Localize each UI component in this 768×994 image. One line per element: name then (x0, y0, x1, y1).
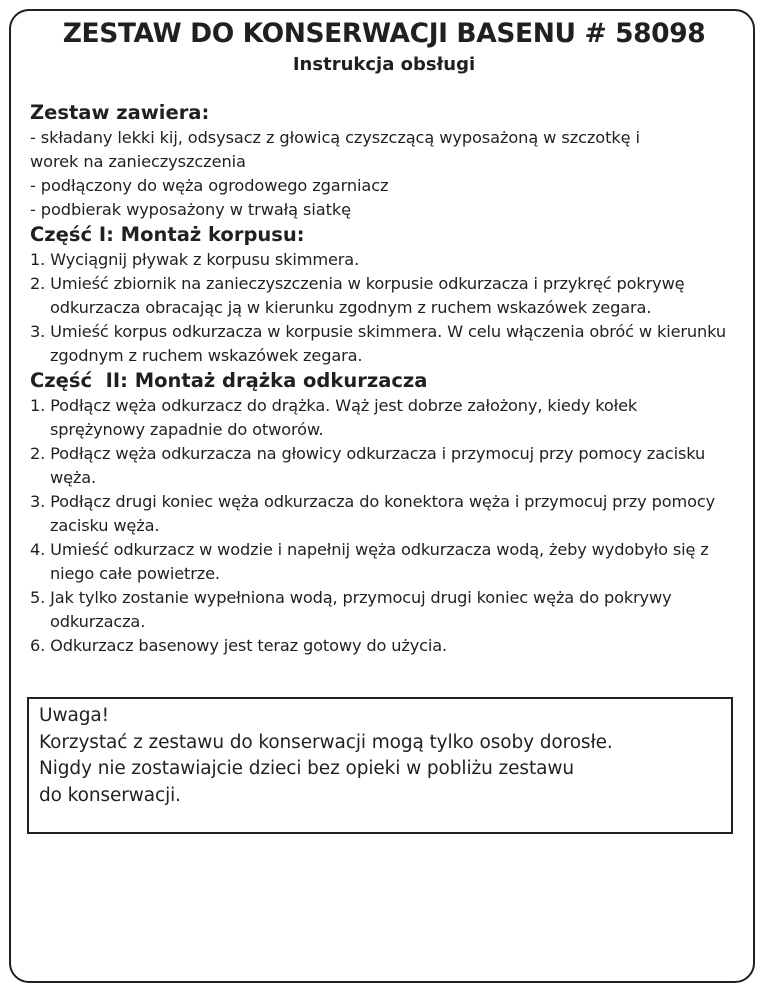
part1-step: 2. Umieść zbiornik na zanieczyszczenia w korpusie odkurzacza i przykręć pokrywę odkurzacza obracając ją w kierunku zgodnym z ruchem wskazówek zegara. (30, 274, 685, 317)
part1-step: 3. Umieść korpus odkurzacza w korpusie skimmera. W celu włączenia obróć w kierunku zgodnym z ruchem wskazówek zegara. (30, 322, 726, 365)
contents-line: worek na zanieczyszczenia (30, 152, 246, 171)
part2-step: 2. Podłącz węża odkurzacza na głowicy odkurzacza i przymocuj przy pomocy zacisku węża. (30, 444, 706, 487)
part1-step: 1. Wyciągnij pływak z korpusu skimmera. (30, 250, 360, 269)
part2-step: 5. Jak tylko zostanie wypełniona wodą, przymocuj drugi koniec węża do pokrywy odkurzacza. (30, 588, 672, 631)
warning-box (27, 697, 733, 834)
contents-line: - składany lekki kij, odsysacz z głowicą czyszczącą wyposażoną w szczotkę i (30, 128, 640, 147)
contents-line: - podbierak wyposażony w trwałą siatkę (30, 200, 351, 219)
part2-heading: Część II: Montaż drążka odkurzacza (30, 369, 428, 392)
instructions-content (30, 100, 730, 658)
part2-step: 3. Podłącz drugi koniec węża odkurzacza do konektora węża i przymocuj przy pomocy zacisku węża. (30, 492, 716, 535)
part2-step: 4. Umieść odkurzacz w wodzie i napełnij węża odkurzacza wodą, żeby wydobyło się z niego całe powietrze. (30, 540, 709, 583)
part1-steps (30, 248, 730, 368)
contents-heading: Zestaw zawiera: (30, 101, 210, 124)
contents-list (30, 126, 730, 222)
document-title: ZESTAW DO KONSERWACJI BASENU # 58098 (62, 18, 706, 49)
document-subtitle: Instrukcja obsługi (292, 54, 476, 75)
part2-steps (30, 394, 730, 658)
part2-step: 6. Odkurzacz basenowy jest teraz gotowy do użycia. (30, 636, 447, 655)
contents-line: - podłączony do węża ogrodowego zgarniacz (30, 176, 389, 195)
part2-step: 1. Podłącz węża odkurzacz do drążka. Wąż jest dobrze założony, kiedy kołek sprężynowy zapadnie do otworów. (30, 396, 638, 439)
part1-heading: Część I: Montaż korpusu: (30, 223, 305, 246)
warning-title: Uwaga! (39, 705, 109, 726)
warning-line: Korzystać z zestawu do konserwacji mogą tylko osoby dorosłe. (39, 731, 613, 753)
warning-line: Nigdy nie zostawiajcie dzieci bez opieki w pobliżu zestawu (39, 758, 574, 779)
warning-line: do konserwacji. (39, 784, 181, 806)
